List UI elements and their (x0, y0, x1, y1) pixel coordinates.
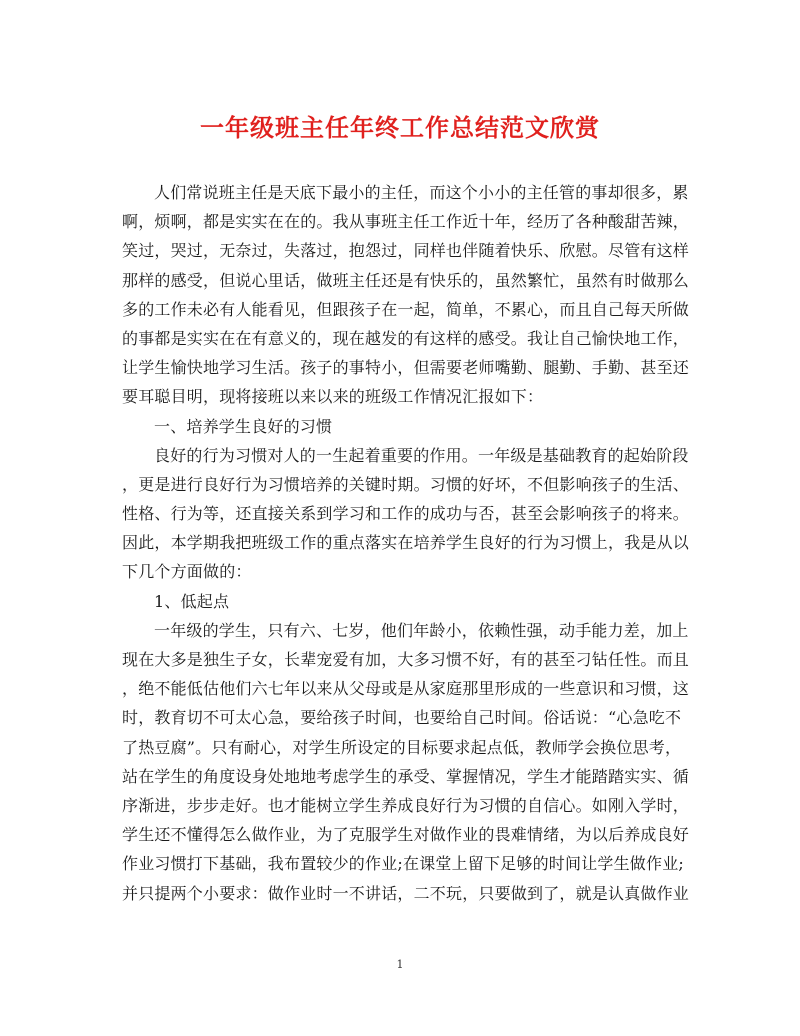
text-line: 下几个方面做的： (122, 562, 252, 582)
text-line: 时，教育切不可太心急，要给孩子时间，也要给自己时间。俗话说：“心急吃不 (122, 708, 682, 728)
text-line: 一年级的学生，只有六、七岁，他们年龄小，依赖性强，动手能力差，加上 (154, 620, 689, 640)
text-line: 学生还不懂得怎么做作业，为了克服学生对做作业的畏难情绪，为以后养成良好 (122, 825, 690, 845)
text-line: 性格、行为等，还直接关系到学习和工作的成功与否，甚至会影响孩子的将来。 (122, 504, 690, 524)
subsection-heading: 1、低起点 (154, 591, 230, 611)
text-line: 因此，本学期我把班级工作的重点落实在培养学生良好的行为习惯上，我是从以 (122, 533, 690, 553)
section-heading: 一、培养学生良好的习惯 (154, 416, 333, 436)
text-line: 啊，烦啊，都是实实在在的。我从事班主任工作近十年，经历了各种酸甜苦辣， (122, 212, 690, 232)
text-line: 良好的行为习惯对人的一生起着重要的作用。一年级是基础教育的起始阶段 (154, 445, 689, 465)
text-line: 站在学生的角度设身处地地考虑学生的承受、掌握情况，学生才能踏踏实实、循 (122, 766, 690, 786)
text-line: 多的工作未必有人能看见，但跟孩子在一起，简单，不累心，而且自己每天所做 (122, 299, 690, 319)
text-line: 笑过，哭过，无奈过，失落过，抱怨过，同样也伴随着快乐、欣慰。尽管有这样 (122, 241, 690, 261)
text-line: ，绝不能低估他们六七年以来从父母或是从家庭那里形成的一些意识和习惯，这 (122, 679, 690, 699)
document-body (122, 178, 690, 908)
text-line: 的事都是实实在在有意义的，现在越发的有这样的感受。我让自己愉快地工作， (122, 328, 690, 348)
text-line: 了热豆腐”。只有耐心，对学生所设定的目标要求起点低，教师学会换位思考， (122, 737, 682, 757)
text-line: 并只提两个小要求：做作业时一不讲话，二不玩，只要做到了，就是认真做作业 (122, 883, 690, 903)
text-line: 那样的感受，但说心里话，做班主任还是有快乐的，虽然繁忙，虽然有时做那么 (122, 270, 690, 290)
text-line: 现在大多是独生子女，长辈宠爱有加，大多习惯不好，有的甚至刁钻任性。而且 (122, 650, 690, 669)
text-line: 作业习惯打下基础，我布置较少的作业;在课堂上留下足够的时间让学生做作业; (122, 854, 684, 874)
page-number: 1 (396, 958, 404, 971)
page-title: 一年级班主任年终工作总结范文欣赏 (200, 113, 600, 142)
text-line: 人们常说班主任是天底下最小的主任，而这个小小的主任管的事却很多，累 (154, 183, 689, 202)
text-line: 要耳聪目明，现将接班以来以来的班级工作情况汇报如下： (122, 387, 544, 407)
text-line: 序渐进，步步走好。也才能树立学生养成良好行为习惯的自信心。如刚入学时， (122, 795, 690, 815)
text-line: ，更是进行良好行为习惯培养的关键时期。习惯的好坏，不但影响孩子的生活、 (122, 474, 690, 494)
text-line: 让学生愉快地学习生活。孩子的事特小，但需要老师嘴勤、腿勤、手勤、甚至还 (122, 358, 690, 378)
